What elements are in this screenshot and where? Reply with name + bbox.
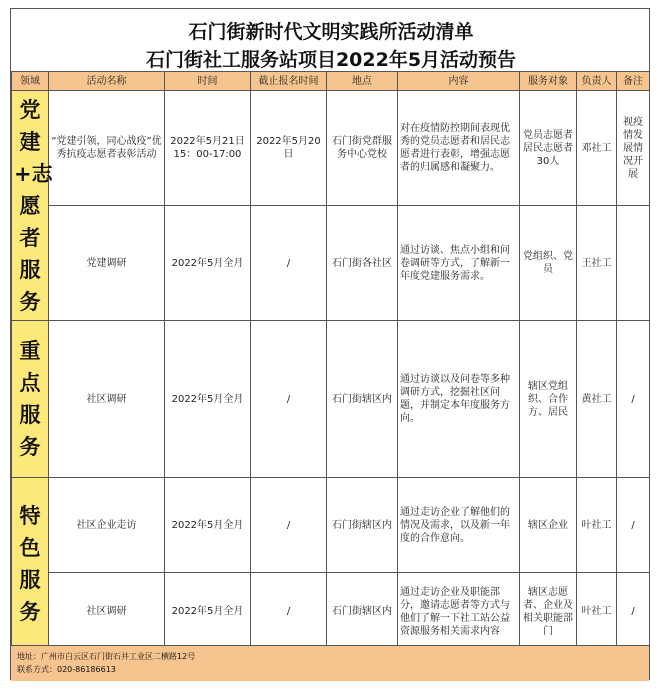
cell-time: 2022年5月21日 15：00-17:00 [165,91,251,206]
page-title: 石门街新时代文明实践所活动清单 [188,21,474,43]
cell-place: 石门街党群服务中心党校 [327,91,398,206]
cell-owner: 叶社工 [577,573,617,651]
col-header-time: 时间 [165,72,251,91]
cell-deadline: / [251,321,327,478]
cell-place: 石门街辖区内 [327,573,398,651]
cell-note: / [617,321,650,478]
footer [11,645,649,681]
cell-content: 通过走访企业了解他们的情况及需求，以及新一年度的合作意向。 [398,478,520,573]
cell-time: 2022年5月全月 [165,573,251,651]
cell-deadline: / [251,573,327,651]
cell-owner: 王社工 [577,206,617,321]
cell-target: 辖区企业 [520,478,577,573]
col-header-owner: 负责人 [577,72,617,91]
cell-target: 党组织、党员 [520,206,577,321]
cell-name: 社区调研 [49,573,165,651]
cell-content: 通过访谈以及问卷等多种调研方式，挖掘社区问题，并制定本年度服务方向。 [398,321,520,478]
activity-table [11,71,650,651]
cell-owner: 叶社工 [577,478,617,573]
cell-owner: 邓社工 [577,91,617,206]
cell-content: 对在疫情防控期间表现优秀的党员志愿者和居民志愿者进行表彰，增强志愿者的归属感和凝聚力。 [398,91,520,206]
cell-place: 石门街辖区内 [327,478,398,573]
col-header-note: 备注 [617,72,650,91]
cell-time: 2022年5月全月 [165,206,251,321]
col-header-content: 内容 [398,72,520,91]
col-header-deadline: 截止报名时间 [251,72,327,91]
activity-sheet [10,8,650,680]
table-row [12,573,650,651]
cell-time: 2022年5月全月 [165,478,251,573]
footer-address: 地址：广州市白云区石门街石井工业区二横路12号 [17,652,196,661]
cell-deadline: / [251,206,327,321]
cell-note [617,206,650,321]
table-row [12,206,650,321]
table-row [12,91,650,206]
cell-time: 2022年5月全月 [165,321,251,478]
domain-party-volunteer: 党建+志愿者服务 [12,91,49,321]
cell-target: 辖区志愿者、企业及相关职能部门 [520,573,577,651]
page-subtitle: 石门街社工服务站项目2022年5月活动预告 [145,49,517,71]
col-header-place: 地点 [327,72,398,91]
cell-owner: 黄社工 [577,321,617,478]
col-header-domain: 领域 [12,72,49,91]
cell-target: 党员志愿者居民志愿者30人 [520,91,577,206]
col-header-target: 服务对象 [520,72,577,91]
cell-place: 石门街辖区内 [327,321,398,478]
col-header-name: 活动名称 [49,72,165,91]
cell-note: / [617,573,650,651]
cell-name: 社区企业走访 [49,478,165,573]
cell-name: 党建调研 [49,206,165,321]
cell-content: 通过走访企业及职能部分，邀请志愿者等方式与他们了解一下社工站公益资源服务相关需求内容 [398,573,520,651]
table-row [12,478,650,573]
cell-content: 通过访谈、焦点小组和问卷调研等方式，了解新一年度党建服务需求。 [398,206,520,321]
footer-contact: 联系方式：020-86186613 [17,665,116,674]
cell-target: 辖区党组织、合作方、居民 [520,321,577,478]
cell-place: 石门街各社区 [327,206,398,321]
cell-note: 视疫情发展情况开展 [617,91,650,206]
cell-name: “党建引领，同心战疫”优秀抗疫志愿者表彰活动 [49,91,165,206]
cell-deadline: / [251,478,327,573]
table-row [12,321,650,478]
domain-featured-service: 特色服务 [12,478,49,651]
cell-deadline: 2022年5月20日 [251,91,327,206]
table-header-row [12,72,650,91]
cell-name: 社区调研 [49,321,165,478]
domain-key-service: 重点服务 [12,321,49,478]
cell-note: / [617,478,650,573]
